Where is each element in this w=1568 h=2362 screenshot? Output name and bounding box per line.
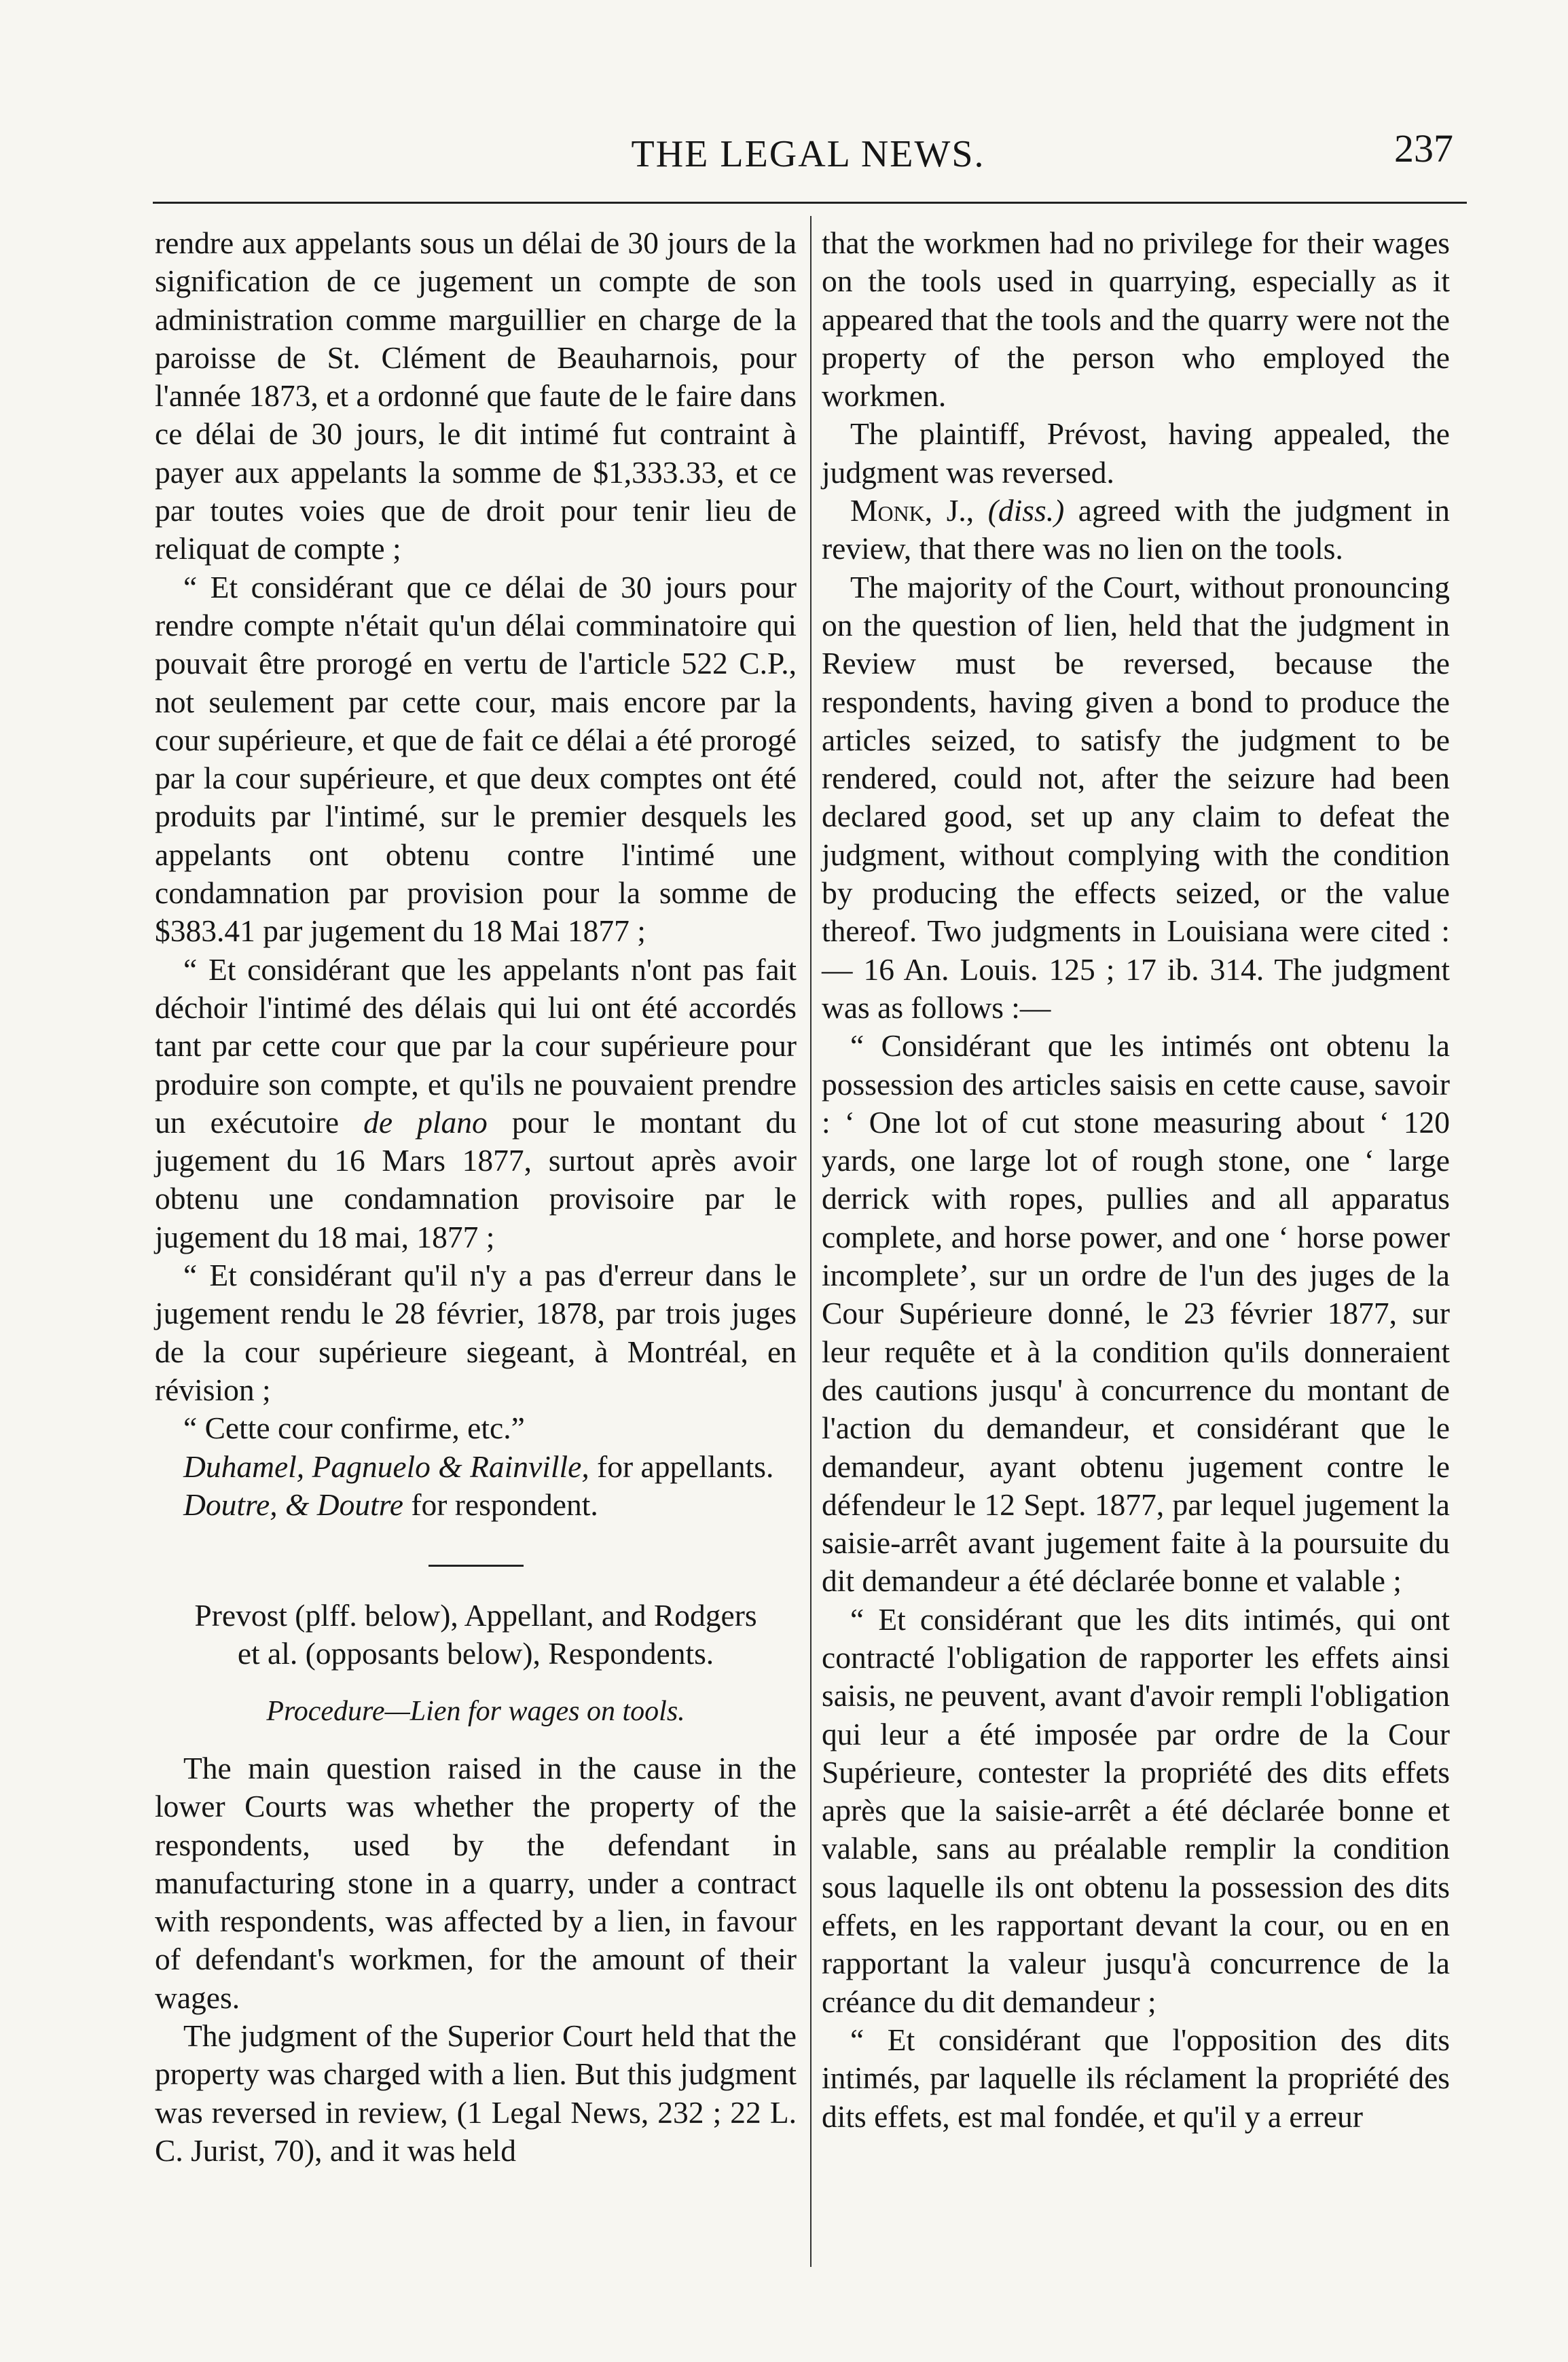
paragraph: “ Et considérant que les dits intimés, qui ont contracté l'obligation de rapporter les effets ainsi saisis, ne peuvent, avant d'avoir rempli l'obligation qui leur a été imposée par ordre de la Cour Supérieure, contester la propriété des dits effets après que la saisie-arrêt a été déclarée bonne et valable, sans au préalable remplir la condition sous laquelle ils ont obtenu la possession des dits effets, en les rapportant devant la cour, ou en en rapportant la valeur jusqu'à concurrence de la créance du dit demandeur ; [822, 1601, 1450, 2019]
paragraph: Monk, J., (diss.) agreed with the judgment in review, that there was no lien on the tools. [822, 493, 1450, 566]
left-column [155, 224, 797, 2170]
paragraph: The plaintiff, Prévost, having appealed, the judgment was reversed. [822, 416, 1450, 490]
header-rule [153, 202, 1467, 204]
running-title: THE LEGAL NEWS. [631, 133, 985, 175]
italic-phrase: de plano [363, 1104, 488, 1140]
right-column [822, 224, 1450, 2136]
case-title: Prevost (plff. below), Appellant, and Rodgers et al. (opposants below), Respondents. [194, 1598, 757, 1671]
counsel-appellants: Duhamel, Pagnuelo & Rainville, for appellants. [183, 1449, 774, 1484]
page-header [163, 126, 1453, 194]
paragraph: that the workmen had no privilege for their wages on the tools used in quarrying, especially as it appeared that the tools and the quarry were not the property of the person who employed the workmen. [822, 225, 1450, 414]
paragraph: “ Cette cour confirme, etc.” [183, 1411, 525, 1446]
paragraph: “ Considérant que les intimés ont obtenu la possession des articles saisis en cette cause, savoir : ‘ One lot of cut stone measuring about ‘ 120 yards, one large lot of rough stone, one ‘ large derrick with ropes, pullies and all apparatus complete, and horse power, and one ‘ horse power incomplete’, sur un ordre de l'un des juges de la Cour Supérieure donné, le 23 février 1877, sur leur requête et à la condition qu'ils donneraient des cautions jusqu' à concurrence du montant de l'action du demandeur, et considérant que le demandeur, ayant obtenu jugement contre le défendeur le 12 Sept. 1877, par lequel jugement la saisie-arrêt avant jugement faite à la poursuite du dit demandeur a été déclarée bonne et valable ; [822, 1028, 1450, 1599]
paragraph: “ Et considérant que ce délai de 30 jours pour rendre compte n'était qu'un délai comminatoire qui pouvait être prorogé en vertu de l'article 522 C.P., not seulement par cette cour, mais encore par la cour supérieure, et que de fait ce délai a été prorogé par la cour supérieure, et que deux comptes ont été produits par l'intimé, sur le premier desquels les appelants ont obtenu contre l'intimé une condamnation par provision pour la somme de $383.41 par jugement du 18 Mai 1877 ; [155, 569, 797, 949]
paragraph: The main question raised in the cause in the lower Courts was whether the property of the respondents, used by the defendant in manufacturing stone in a quarry, under a contract with respondents, was affected by a lien, in favour of defendant's workmen, for the amount of their wages. [155, 1750, 797, 2015]
paragraph: “ Et considérant que l'opposition des dits intimés, par laquelle ils réclament la propriété des dits effets, est mal fondée, et qu'il y a erreur [822, 2022, 1450, 2134]
case-subtitle: Procedure—Lien for wages on tools. [266, 1695, 685, 1727]
section-separator [429, 1565, 524, 1567]
paragraph: The majority of the Court, without pronouncing on the question of lien, held that the judgment in Review must be reversed, because the respondents, having given a bond to produce the articles seized, to satisfy the judgment to be rendered, could not, after the seizure had been declared good, set up any claim to defeat the judgment, without complying with the condition by producing the effects seized, or the value thereof. Two judgments in Louisiana were cited : — 16 An. Louis. 125 ; 17 ib. 314. The judgment was as follows :— [822, 569, 1450, 1025]
column-divider [810, 216, 812, 2267]
paragraph: “ Et considérant que les appelants n'ont pas fait déchoir l'intimé des délais qui lui ont été accordés tant par cette cour que par la cour supérieure pour produire son compte, et qu'ils ne pouvaient prendre un exécutoire de plano pour le montant du jugement du 16 Mars 1877, surtout après avoir obtenu une condamnation provisoire par le jugement du 18 mai, 1877 ; [155, 951, 797, 1254]
paragraph: “ Et considérant qu'il n'y a pas d'erreur dans le jugement rendu le 28 février, 1878, par trois juges de la cour supérieure siegeant, à Montréal, en révision ; [155, 1258, 797, 1407]
page-number: 237 [1394, 126, 1453, 170]
paragraph: The judgment of the Superior Court held that the property was charged with a lien. But this judgment was reversed in review, (1 Legal News, 232 ; 22 L. C. Jurist, 70), and it was held [155, 2018, 797, 2168]
counsel-respondent: Doutre, & Doutre for respondent. [183, 1487, 598, 1522]
paragraph: rendre aux appelants sous un délai de 30 jours de la signification de ce jugement un compte de son administration comme marguillier en charge de la paroisse de St. Clément de Beauharnois, pour l'année 1873, et a ordonné que faute de le faire dans ce délai de 30 jours, le dit intimé fut contraint à payer aux appelants la somme de $1,333.33, et ce par toutes voies que de droit pour tenir lieu de reliquat de compte ; [155, 225, 797, 566]
